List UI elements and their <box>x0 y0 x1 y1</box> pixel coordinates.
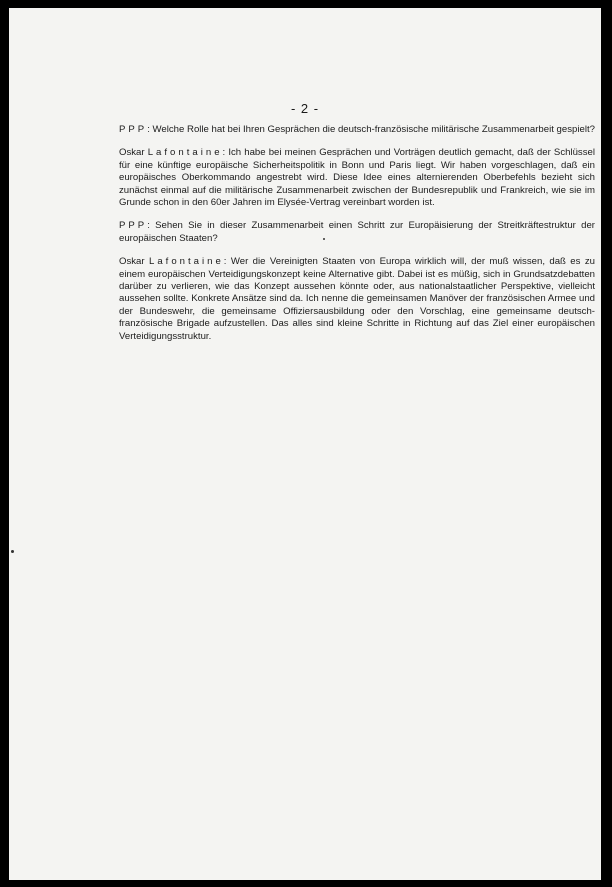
speaker-name: Lafontaine <box>147 147 223 159</box>
paragraph-answer-1 <box>119 147 595 209</box>
scan-speck <box>323 238 325 240</box>
document-page <box>9 8 601 880</box>
paragraph-question-2 <box>119 220 595 245</box>
paragraph-text: : Wer die Vereinigten Staaten von Europa wirklich will, der muß wissen, daß es zu einem europäischen Verteidigungskonzept keine Alternative gibt. Dabei ist es müßig, sich in Grundsatzdebatten darüber zu verlieren, wie das Konzept aussehen könnte oder, aus nationalstaatlicher Perspektive, vielleicht aussehen sollte. Konkrete Ansätze sind da. Ich nenne die gemeinsamen Manöver der französischen Armee und der Bundeswehr, die gemeinsame Offiziersausbildung oder den Vorschlag, eine gemeinsame deutsch-französische Brigade aufzustellen. Das alles sind kleine Schritte in Richtung auf das Ziel einer europäischen Verteidigungsstruktur. <box>119 256 595 342</box>
speaker-name: PPP <box>119 220 148 232</box>
speaker-first-name: Oskar <box>119 147 148 159</box>
speaker-name: PPP <box>119 124 148 135</box>
paragraph-question-1 <box>119 124 595 136</box>
speaker-name: Lafontaine <box>148 256 224 268</box>
paragraph-text: : Ich habe bei meinen Gesprächen und Vorträgen deutlich gemacht, daß der Schlüssel für eine künftige europäische Sicherheitspolitik in Bonn und Paris liegt. Wir haben vorgeschlagen, daß ein europäisches Oberkommando angestrebt wird. Diese Idee eines alternierenden Oberbefehls bezieht sich zunächst einmal auf die militärische Zusammenarbeit zwischen der Bundesrepublik und Frankreich, wie sie im Grunde schon in den 60er Jahren im Elysée-Vertrag vereinbart worden ist. <box>119 147 595 209</box>
scan-speck <box>11 550 14 553</box>
paragraph-text: : Sehen Sie in dieser Zusammenarbeit einen Schritt zur Europäisierung der Streitkräftestruktur der europäischen Staaten? <box>119 220 595 244</box>
page-number: - 2 - <box>290 101 320 116</box>
paragraph-answer-2 <box>119 256 595 343</box>
speaker-first-name: Oskar <box>119 256 149 268</box>
paragraph-text: : Welche Rolle hat bei Ihren Gesprächen die deutsch-französische militärische Zusammenarbeit gespielt? <box>147 124 595 135</box>
interview-text <box>119 124 595 354</box>
